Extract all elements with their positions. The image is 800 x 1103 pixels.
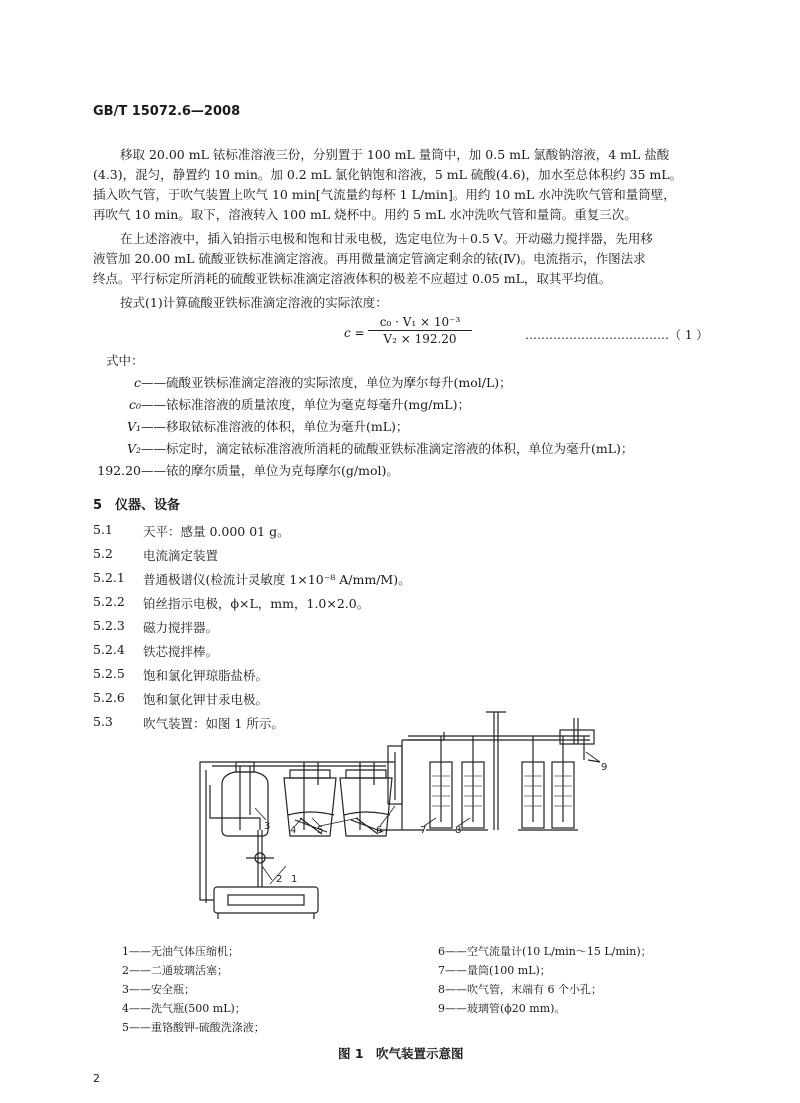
- item-number: 5.2.1: [93, 570, 125, 585]
- item-text: 电流滴定装置: [143, 548, 219, 563]
- callout-label: 5: [317, 825, 324, 836]
- item-number: 5.2: [93, 546, 113, 561]
- where-desc: ——硫酸亚铁标准滴定溶液的实际浓度，单位为摩尔每升(mol/L)；: [141, 375, 512, 390]
- formula-number: ………………………………（ 1 ）: [525, 328, 709, 342]
- page-number: 2: [93, 1072, 100, 1085]
- compressor-body: [214, 887, 318, 913]
- tube-left: [200, 762, 214, 900]
- where-desc: ——移取铱标准溶液的体积，单位为毫升(mL)；: [141, 419, 409, 434]
- formula-denominator: V₂ × 192.20: [383, 332, 457, 346]
- item-number: 5.2.3: [93, 618, 125, 633]
- item-number: 5.2.5: [93, 666, 125, 681]
- text-line: 终点。平行标定所消耗的硫酸亚铁标准滴定溶液体积的极差不应超过 0.05 mL，取其平均值。: [93, 271, 612, 286]
- where-symbol: 192.20: [97, 463, 141, 478]
- callout-label: 8: [455, 825, 462, 836]
- callout-label: 2: [276, 874, 283, 885]
- formula-numerator: c₀ · V₁ × 10⁻³: [368, 315, 472, 331]
- where-desc: ——铱的摩尔质量，单位为克每摩尔(g/mol)。: [141, 463, 399, 478]
- where-symbol: c: [133, 375, 141, 390]
- item-text: 天平：感量 0.000 01 g。: [143, 524, 290, 539]
- legend-item: 8——吹气管，末端有 6 个小孔；: [438, 983, 602, 996]
- item-number: 5.2.2: [93, 594, 125, 609]
- formula-intro: 按式(1)计算硫酸亚铁标准滴定溶液的实际浓度：: [120, 295, 388, 310]
- text-line: (4.3)，混匀，静置约 10 min。加 0.2 mL 氯化钠饱和溶液，5 mL 硫酸(4.6)，加水至总体积约 35 mL。: [93, 167, 683, 182]
- item-text: 普通极谱仪(检流计灵敏度 1×10⁻⁸ A/mm/M)。: [143, 572, 411, 587]
- text-line: 液管加 20.00 mL 硫酸亚铁标准滴定溶液。再用微量滴定管滴定剩余的铱(Ⅳ)。电流指示，作图法求: [93, 251, 646, 266]
- where-label: 式中：: [106, 353, 144, 368]
- legend-item: 7——量筒(100 mL)；: [438, 964, 551, 977]
- where-desc: ——铱标准溶液的质量浓度，单位为毫克每毫升(mg/mL)；: [141, 397, 470, 412]
- wash-bottle-2: [340, 778, 392, 836]
- callout-label: 6: [376, 825, 383, 836]
- legend-item: 5——重铬酸钾-硫酸洗涤液；: [122, 1021, 265, 1034]
- callout-label: 3: [264, 821, 271, 832]
- legend-item: 2——二通玻璃活塞；: [122, 964, 228, 977]
- standard-number: GB/T 15072.6—2008: [93, 104, 241, 119]
- item-number: 5.2.4: [93, 642, 125, 657]
- item-number: 5.1: [93, 522, 113, 537]
- text-line: 插入吹气管，于吹气装置上吹气 10 min[气流量约每杯 1 L/min]。用约 10 mL 水冲洗吹气管和量筒壁，: [93, 187, 676, 202]
- text-line: 再吹气 10 min。取下，溶液转入 100 mL 烧杯中。用约 5 mL 水冲洗吹气管和量筒。重复三次。: [93, 207, 637, 222]
- figure-caption: 图 1 吹气装置示意图: [338, 1046, 464, 1061]
- item-text: 磁力搅拌器。: [143, 620, 219, 635]
- legend-item: 9——玻璃管(ϕ20 mm)。: [438, 1002, 566, 1015]
- item-number: 5.2.6: [93, 690, 125, 705]
- compressor-panel: [228, 895, 304, 905]
- item-text: 铂丝指示电极，ϕ×L，mm，1.0×2.0。: [143, 596, 370, 611]
- item-text: 铁芯搅拌棒。: [143, 644, 219, 659]
- text-line: 移取 20.00 mL 铱标准溶液三份，分别置于 100 mL 量筒中，加 0.5 mL 氯酸钠溶液，4 mL 盐酸: [120, 147, 670, 162]
- where-symbol: V₂: [126, 441, 141, 456]
- where-desc: ——标定时，滴定铱标准溶液所消耗的硫酸亚铁标准滴定溶液的体积，单位为毫升(mL)；: [141, 441, 634, 456]
- where-symbol: V₁: [126, 419, 141, 434]
- item-text: 饱和氯化钾琼脂盐桥。: [143, 668, 269, 683]
- callout-label: 9: [601, 762, 608, 773]
- item-text: 饱和氯化钾甘汞电极。: [143, 692, 269, 707]
- callout-label: 1: [291, 874, 298, 885]
- legend-item: 4——洗气瓶(500 mL)；: [122, 1002, 246, 1015]
- legend-item: 3——安全瓶；: [122, 983, 195, 996]
- legend-item: 6——空气流量计(10 L/min～15 L/min)；: [438, 945, 652, 958]
- text-line: 在上述溶液中，插入铂指示电极和饱和甘汞电极，选定电位为＋0.5 V。开动磁力搅拌器，先用移: [120, 231, 653, 246]
- formula-lhs: c =: [344, 326, 365, 340]
- legend-item: 1——无油气体压缩机；: [122, 945, 239, 958]
- callout-label: 7: [420, 825, 427, 836]
- section-title: 5 仪器、设备: [93, 498, 181, 513]
- callout-label: 4: [290, 825, 297, 836]
- item-text: 吹气装置：如图 1 所示。: [143, 716, 284, 731]
- item-number: 5.3: [93, 714, 113, 729]
- where-symbol: c₀: [128, 397, 141, 412]
- safety-bottle: [222, 772, 271, 836]
